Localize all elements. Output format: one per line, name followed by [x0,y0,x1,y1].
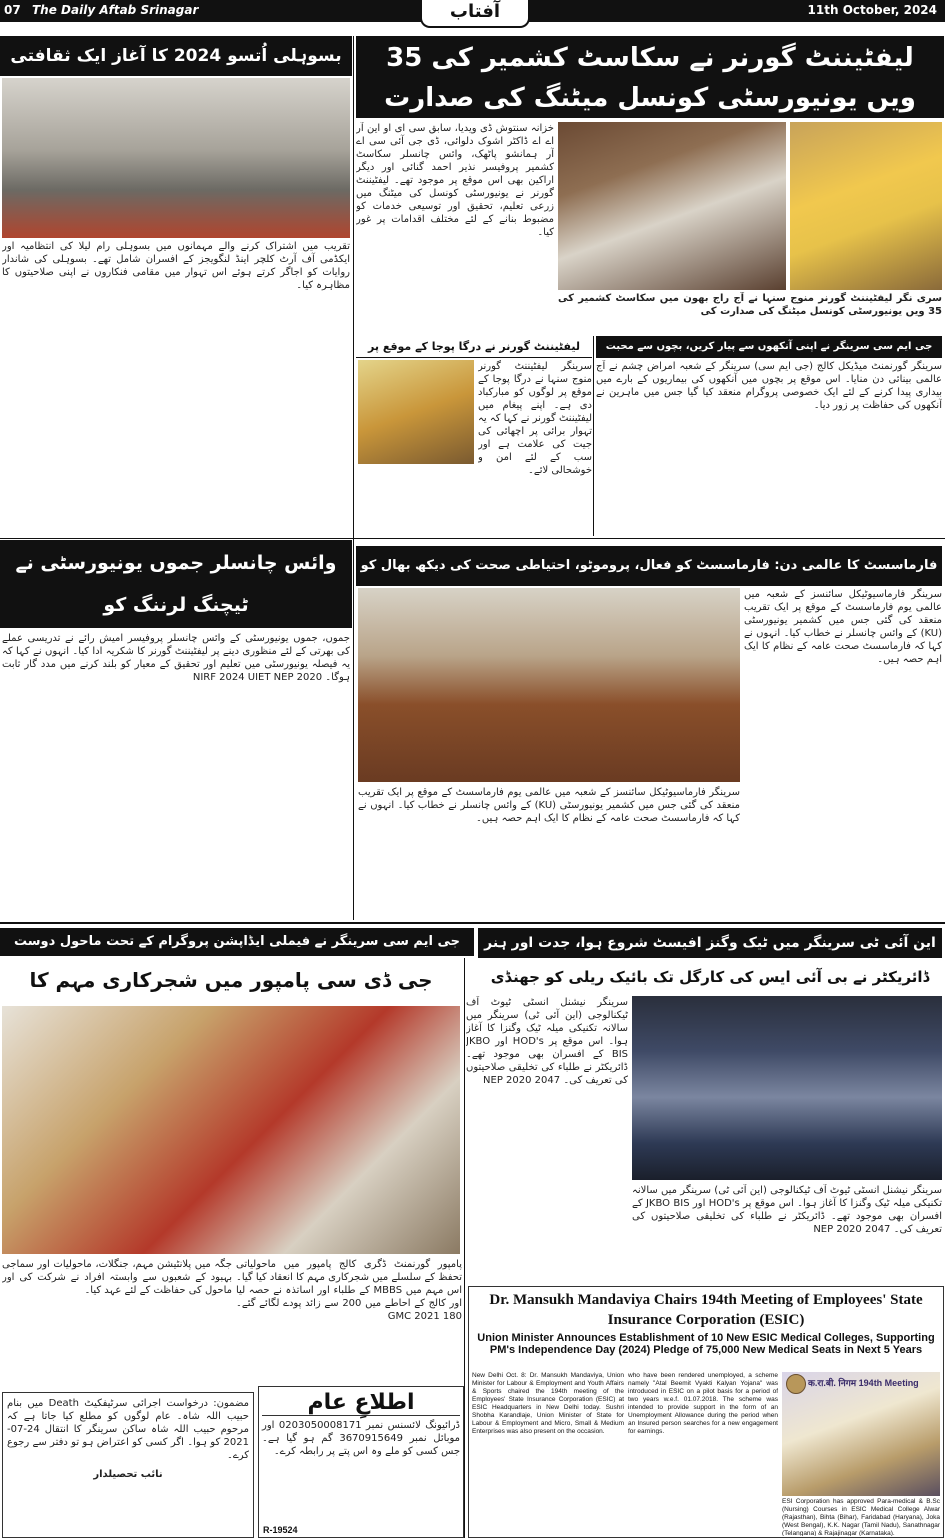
nit-body-left: سرینگر نیشنل انسٹی ٹیوٹ آف ٹیکنالوجی (این آئی ٹی) سرینگر میں سالانہ تکنیکی میلہ ٹیک وگنزا کا آغاز ہوا۔ اس موقع پر HOD's اور JKBO BIS کے افسران بھی موجود تھے۔ ڈائریکٹر نے طلباء کی تخلیقی صلاحیتوں کی تعریف کی۔ NEP 2020 2047 [466,997,628,1086]
headline-plantation-drive: جی ڈی سی پامپور میں شجرکاری مہم کا [0,958,462,1002]
lg-durga-photo [358,360,474,464]
plantation-photo [2,1006,460,1254]
notice-public-body: ڈرائیونگ لائسنس نمبر 0203050008171 اور موبائل نمبر 3670915649 گم ہو گیا ہے۔ جس کسی کو ملے وہ اس پتے پر رابطہ کرے۔ [262,1420,460,1457]
esic-body-col-3: ESI Corporation has approved Para-medical & B.Sc (Nursing) Courses in ESIC Medical College Alwar (Rajasthan), Bihta (Bihar), Faridabad (Haryana), Joka (West Bengal), K.K. Nagar (Tamil Nadu), Sanathnagar (Telangana) & Rajajinagar (Karnataka). [782,1498,940,1536]
esic-meeting-photo [782,1372,940,1496]
lg-portrait-photo [790,122,942,290]
notice-public-ref: R-19524 [263,1525,298,1535]
esic-body-col-1: New Delhi Oct. 8: Dr. Mansukh Mandaviya, Union Minister for Labour & Employment and Youth Affairs & Sports chaired the 194th meeting of the Employees' State Insurance Corporation (ESIC) at ESIC Headquarters in New Delhi today. Sushri Shobha Karandlaje, Union Minister of State for Labour & Employment and Micro, Small & Medium Enterprises was also present on the occasion. [472,1372,624,1435]
skuast-body: خزانہ سنتوش ڈی ویدیا، سابق سی ای او این آر اے اے ڈاکٹر اشوک دلوائی، ڈی جی آئی سی اے آر ہمانشو پاٹھک، وائس چانسلر سکاسٹ کشمیر پروفیسر نذیر احمد گنائی اور دیگر اراکین بھی اس موقع پر موجود تھے۔ لیفٹیننٹ گورنر نے یونیورسٹی کونسل کی میٹنگ میں زرعی تعلیم، تحقیق اور توسیعی خدمات کو مضبوط بنانے کے لئے مختلف اقدامات پر غور کیا۔ [356,123,554,238]
pharmacist-body-bottom: سرینگر فارماسیوٹیکل سائنسز کے شعبہ میں عالمی یوم فارماسسٹ کے موقع پر ایک تقریب منعقد کی گئی جس میں کشمیر یونیورسٹی (KU) کے وائس چانسلر نے خطاب کیا۔ انہوں نے کہا کہ فارماسسٹ صحت عامہ کے نظام کا ایک اہم حصہ ہیں۔ [358,787,740,824]
notice-death-body: مضمون: درخواست اجرائی سرٹیفکیٹ Death میں بنام حبیب اللہ شاہ۔ عام لوگوں کو مطلع کیا جاتا ہے کہ مرحوم حبیب اللہ شاہ ساکن سرینگر کا انتقال 24-07-2021 کو ہوا۔ اگر کسی کو اعتراض ہو تو دفتر سے رجوع کرے۔ [7,1398,249,1461]
pharmacist-body-right: سرینگر فارماسیوٹیکل سائنسز کے شعبہ میں عالمی یوم فارماسسٹ کے موقع پر ایک تقریب منعقد کی گئی جس میں کشمیر یونیورسٹی (KU) کے وائس چانسلر نے خطاب کیا۔ انہوں نے کہا کہ فارماسسٹ صحت عامہ کے نظام کا ایک اہم حصہ ہیں۔ [744,589,942,665]
headline-pharmacist-day: فارماسسٹ کا عالمی دن: فارماسسٹ کو فعال، پروموٹو، احتیاطی صحت کی دیکھ بھال کو [356,546,942,586]
pharmacist-event-photo [358,588,740,782]
notice-death-signature: نائب تحصیلدار [93,1469,163,1480]
esic-subhead: Union Minister Announces Establishment of 10 New ESIC Medical Colleges, Supporting PM's Independence Day (2024) Pledge of 75,000 New Medical Seats in Next 5 Years [477,1332,935,1356]
esic-photo-label: क.रा.बी. निगम 194th Meeting [808,1378,919,1388]
section-divider [0,538,945,539]
column-divider [353,36,354,920]
publication-name: The Daily Aftab Srinagar [32,3,199,17]
basohli-event-photo [2,78,350,238]
durga-body: سرینگر لیفٹیننٹ گورنر منوج سنہا نے درگا پوجا کے موقع پر لوگوں کو مبارکباد دی ہے۔ اپنے پیغام میں لیفٹیننٹ گورنر نے کہا کہ یہ تہوار برائی پر اچھائی کی جیت کی علامت ہے اور سب کے لئے امن و خوشحالی لائے۔ [478,361,592,476]
page-number: 07 [4,3,21,17]
vc-headline-line-1: وائس چانسلر جموں یونیورسٹی نے ٹیچنگ لرننگ کو [15,552,337,616]
issue-date: 11th October, 2024 [807,3,937,17]
council-meeting-photo [558,122,786,290]
headline-basohli: بسوہلی اُتسو 2024 کا آغاز ایک ثقافتی [0,36,352,76]
misc-body: جگہ میں پلانٹیشن مہم، جنگلات، ماحولیات اور سماجی بہبود کے شعبوں سے وابستہ افراد نے شرکت کی اور ماحول کی حفاظت کے لئے عہد کیا۔ [2,1259,232,1296]
vc-headline-line-2 [4,626,348,628]
sight-day-body: سرینگر گورنمنٹ میڈیکل کالج (جی ایم سی) سرینگر کے شعبہ امراض چشم نے آج عالمی بینائی دن منایا۔ اس موقع پر بچوں میں آنکھوں کی بیماریوں کے بارے میں بیداری پیدا کرنے کے لئے ایک خصوصی پروگرام منعقد کیا گیا جس میں ماہرین نے آنکھوں کی حفاظت پر زور دیا۔ [596,361,942,411]
column-divider [593,336,594,536]
esic-body-col-2: who have been rendered unemployed, a scheme namely "Atal Beemit Vyakti Kalyan Yojana" was introduced in ESIC on a pilot basis for a period of two years w.e.f. 01.07.2018. The scheme was intended to provide support in the form of an Unemployment Allowance during the period when an Insured person searches for a new engagement for earnings. [628,1372,778,1435]
notice-public-title: اطلاعِ عام [262,1390,460,1416]
vc-body: جموں، جموں یونیورسٹی کے وائس چانسلر پروفیسر امیش رائے نے تدریسی عملے کی بھرتی کے لئے منظوری دینے پر لیفٹیننٹ گورنر کا شکریہ ادا کیا۔ انہوں نے کہا کہ یہ فیصلہ یونیورسٹی میں تعلیم اور تحقیق کے معیار کو بلند کرنے میں مدد گار ثابت ہوگا۔ NIRF 2024 UIET NEP 2020 [2,633,350,683]
headline-vc-jammu [0,540,352,628]
skuast-caption: سری نگر لیفٹیننٹ گورنر منوج سنہا نے آج راج بھون میں سکاسٹ کشمیر کی 35 ویں یونیورسٹی کونسل میٹنگ کی صدارت کی [558,293,942,317]
plantation-body: پامپور گورنمنٹ ڈگری کالج پامپور میں ماحولیاتی تحفظ کے سلسلے میں شجرکاری مہم کا انعقاد کیا گیا۔ اس مہم میں MBBS کے طلباء اور اساتذہ نے حصہ لیا اور کالج کے احاطے میں 200 سے زائد پودے لگائے گئے۔ GMC 2021 180 [236,1259,462,1322]
esic-headline: Dr. Mansukh Mandaviya Chairs 194th Meeting of Employees' State Insurance Corporation (ESIC) [489,1292,923,1328]
headline-skuast: لیفٹیننٹ گورنر نے سکاسٹ کشمیر کی 35 ویں یونیورسٹی کونسل میٹنگ کی صدارت [356,36,944,118]
notice-death-certificate [2,1392,254,1538]
column-divider [464,958,465,1538]
nit-body-bottom: سرینگر نیشنل انسٹی ٹیوٹ آف ٹیکنالوجی (این آئی ٹی) سرینگر میں سالانہ تکنیکی میلہ ٹیک وگنزا کا آغاز ہوا۔ اس موقع پر HOD's اور JKBO BIS کے افسران بھی موجود تھے۔ ڈائریکٹر نے طلباء کی تخلیقی صلاحیتوں کی تعریف کی۔ NEP 2020 2047 [632,1185,942,1235]
basohli-body: تقریب میں اشتراک کرنے والے مہمانوں میں بسوہلی رام لیلا کی انتظامیہ اور ایکڈمی آف آرٹ کلچر اینڈ لنگویجز کے افسران شامل تھے۔ بسوہلی کی شاندار روایات کو اجاگر کرتے ہوئے اس تہوار میں مقامی فنکاروں نے اپنی صلاحیتوں کا مظاہرہ کیا۔ [2,241,350,291]
nit-subhead: ڈائریکٹر نے بی آئی ایس کی کارگل تک بائیک ریلی کو جھنڈی [478,960,942,994]
emblem-icon [786,1374,806,1394]
notice-public [258,1386,464,1538]
headline-sight-day: جی ایم سی سرینگر نے اپنی آنکھوں سے پیار کریں، بچوں سے محبت [596,336,942,358]
section-divider [0,922,945,924]
nit-event-photo [632,996,942,1180]
headline-durga-puja: لیفٹیننٹ گورنر نے درگا پوجا کے موقع پر [356,336,592,358]
headline-gmc-family-adoption: جی ایم سی سرینگر نے فیملی ایڈاپشن پروگرام کے تحت ماحول دوست [0,928,474,956]
headline-nit-techvaganza: این آئی ٹی سرینگر میں ٹیک وگنز افیسٹ شروع ہوا، جدت اور ہنر [478,928,942,958]
masthead-logo: آفتاب [420,0,530,28]
